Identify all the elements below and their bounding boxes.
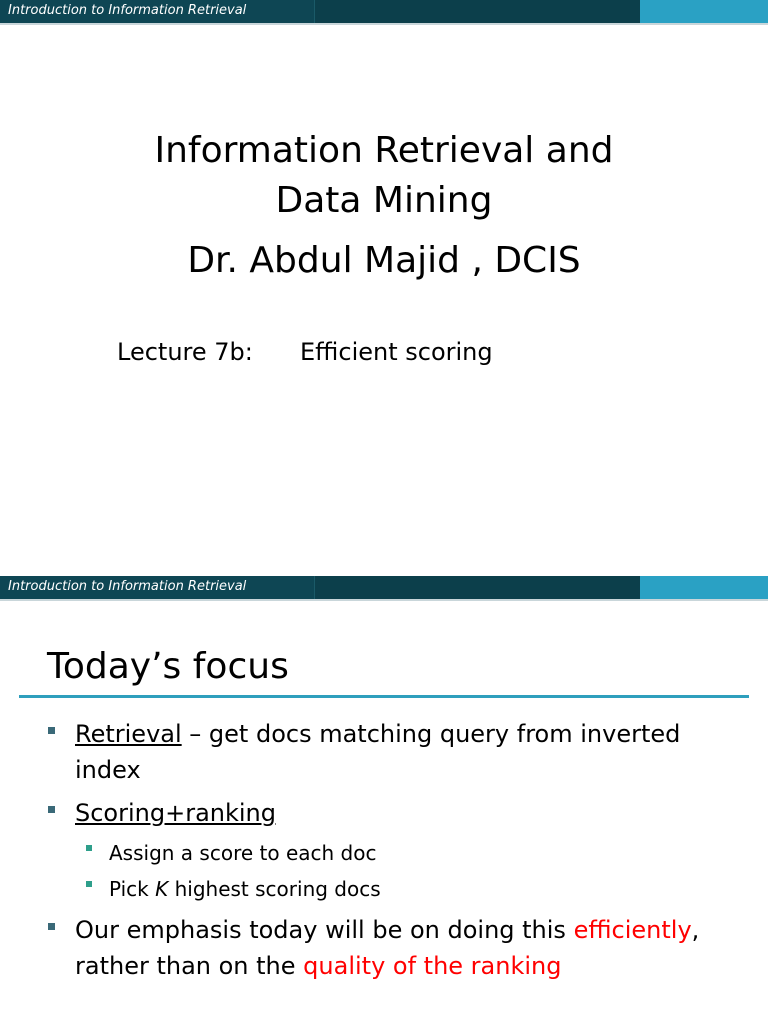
- header-bar-middle-segment: [314, 576, 640, 599]
- bullet-line: [75, 912, 699, 948]
- header-bar-accent-segment: [640, 576, 768, 599]
- sub-bullet-text-start: Pick: [109, 877, 156, 901]
- lecture-label: Lecture 7b:: [117, 338, 253, 366]
- bullet-text: rather than on the: [75, 952, 304, 980]
- slide-heading: Today’s focus: [47, 646, 289, 687]
- sub-bullet-variable: K: [155, 877, 169, 901]
- sub-bullet-text-end: highest scoring docs: [168, 877, 381, 901]
- bullet-square-icon: [48, 806, 55, 813]
- emphasis-text: quality of the ranking: [303, 952, 562, 980]
- slide-title: [0, 126, 768, 226]
- header-bar-middle-segment: [314, 0, 640, 23]
- sub-bullet-square-icon: [86, 881, 92, 887]
- bullet-line-continued: [75, 948, 561, 984]
- bullet-square-icon: [48, 727, 55, 734]
- title-line-2: Data Mining: [275, 180, 493, 221]
- header-bar-accent-segment: [640, 0, 768, 23]
- bullet-term: Retrieval: [75, 720, 182, 748]
- bullet-term: Scoring+ranking: [75, 799, 276, 827]
- sub-bullet-square-icon: [86, 845, 92, 851]
- emphasis-text: efficiently: [573, 916, 692, 944]
- bullet-line: [75, 795, 276, 831]
- header-divider: [0, 599, 768, 601]
- bullet-text: Our emphasis today will be on doing this: [75, 916, 574, 944]
- header-bar: [0, 0, 768, 23]
- bullet-text: – get docs matching query from inverted: [181, 720, 681, 748]
- bullet-square-icon: [48, 923, 55, 930]
- sub-bullet-text: [109, 875, 381, 903]
- header-bar: [0, 576, 768, 599]
- bullet-punctuation: ,: [691, 916, 700, 944]
- sub-bullet-text: Assign a score to each doc: [109, 841, 377, 865]
- author-line: Dr. Abdul Majid , DCIS: [187, 240, 581, 281]
- header-title: Introduction to Information Retrieval: [8, 579, 247, 594]
- bullet-scoring: [48, 795, 748, 831]
- bullet-emphasis: [48, 912, 748, 984]
- lecture-topic: Efficient scoring: [300, 338, 493, 366]
- header-title: Introduction to Information Retrieval: [8, 3, 247, 18]
- bullet-line-continued: index: [75, 756, 141, 784]
- heading-rule: [19, 695, 749, 698]
- header-divider: [0, 23, 768, 25]
- bullet-line: [75, 716, 680, 752]
- title-line-1: Information Retrieval and: [154, 130, 614, 171]
